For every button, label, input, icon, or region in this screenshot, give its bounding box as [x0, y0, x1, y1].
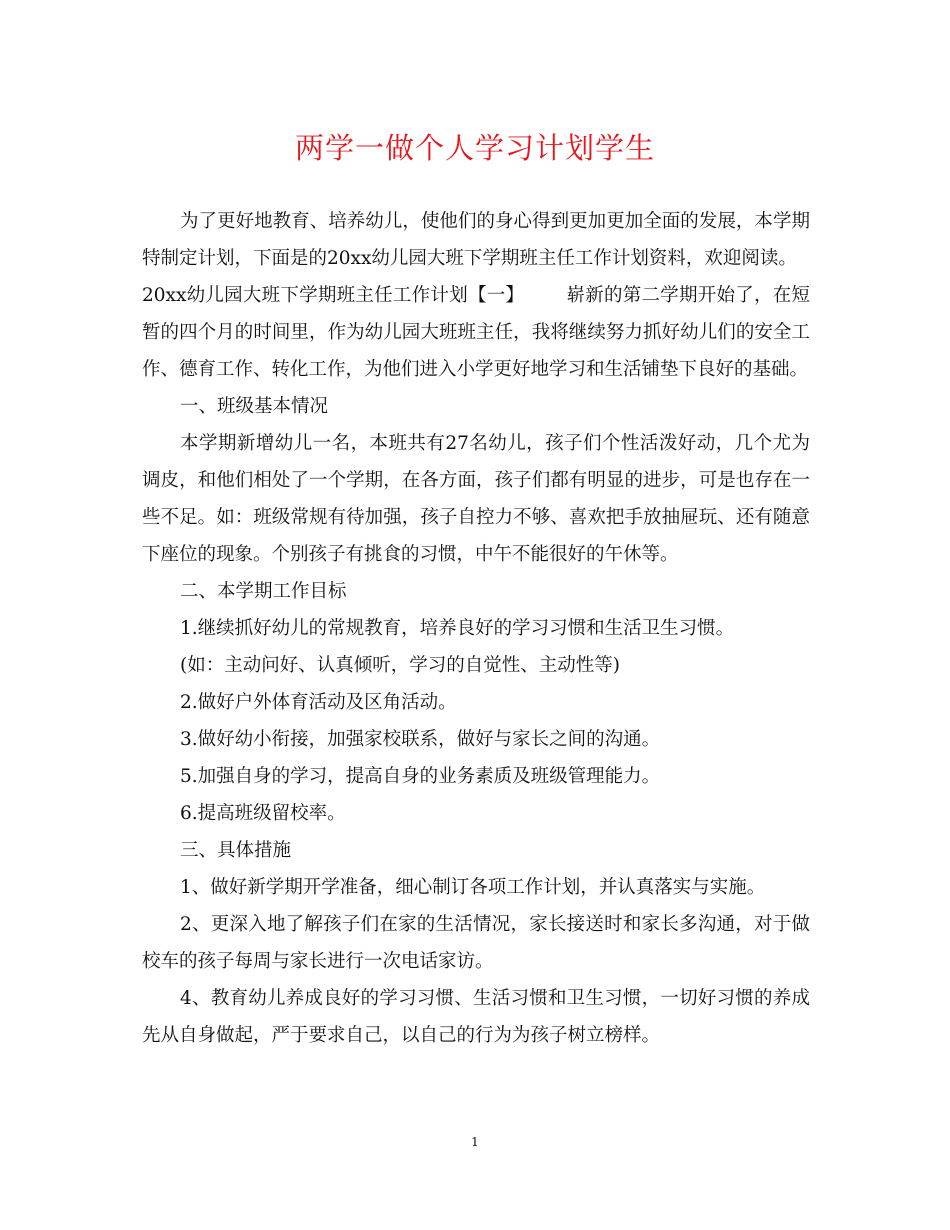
goal-item: 1.继续抓好幼儿的常规教育，培养良好的学习习惯和生活卫生习惯。	[180, 618, 735, 639]
measure-item: 4、教育幼儿养成良好的学习习惯、生活习惯和卫生习惯，一切好习惯的养成先从自身做起，严于要求自己，以自己的行为为孩子树立榜样。	[142, 988, 810, 1046]
goal-item: 6.提高班级留校率。	[180, 803, 346, 824]
document-title: 两学一做个人学习计划学生	[294, 131, 655, 165]
goal-item: 5.加强自身的学习，提高自身的业务素质及班级管理能力。	[180, 766, 661, 787]
section-heading-goals: 二、本学期工作目标	[180, 581, 347, 602]
document-body	[142, 203, 810, 1054]
measure-item: 1、做好新学期开学准备，细心制订各项工作计划，并认真落实与实施。	[180, 877, 766, 898]
section-heading-measures: 三、具体措施	[180, 840, 292, 861]
page-number: 1	[471, 1135, 479, 1149]
class-info-paragraph: 本学期新增幼儿一名，本班共有27名幼儿，孩子们个性活泼好动，几个尤为调皮，和他们相处了一个学期，在各方面，孩子们都有明显的进步，可是也存在一些不足。如：班级常规有待加强，孩子自控力不够、喜欢把手放抽屉玩、还有随意下座位的现象。个别孩子有挑食的习惯，中午不能很好的午休等。	[142, 433, 810, 565]
intro-paragraph: 为了更好地教育、培养幼儿，使他们的身心得到更加更加全面的发展，本学期特制定计划，下面是的20xx幼儿园大班下学期班主任工作计划资料，欢迎阅读。	[142, 211, 810, 269]
plan-heading: 20xx幼儿园大班下学期班主任工作计划【一】	[142, 285, 525, 306]
goal-item: 3.做好幼小衔接，加强家校联系，做好与家长之间的沟通。	[180, 729, 661, 750]
section-heading-class-info: 一、班级基本情况	[180, 396, 329, 417]
goal-item: 2.做好户外体育活动及区角活动。	[180, 692, 457, 713]
goal-item: (如：主动问好、认真倾听，学习的自觉性、主动性等)	[180, 655, 620, 676]
plan-opening: 崭新的第二学期开始了，在短暂的四个月的时间里，作为幼儿园大班班主任，我将继续努力抓好幼儿们的安全工作、德育工作、转化工作，为他们进入小学更好地学习和生活铺垫下良好的基础。	[142, 285, 810, 380]
plan-paragraph	[142, 277, 810, 388]
measure-item: 2、更深入地了解孩子们在家的生活情况，家长接送时和家长多沟通，对于做校车的孩子每周与家长进行一次电话家访。	[142, 914, 810, 972]
